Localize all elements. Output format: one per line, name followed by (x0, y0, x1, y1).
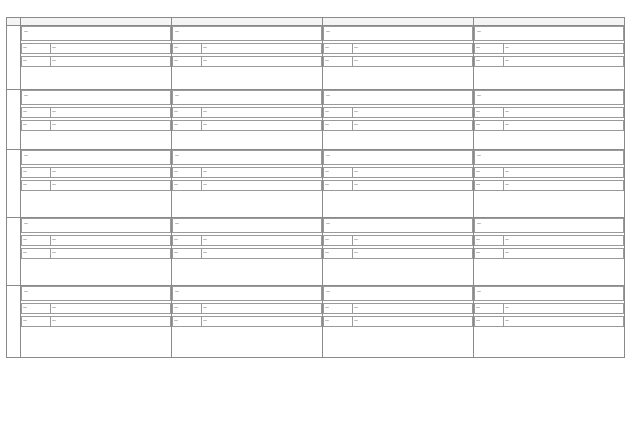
cell-subitem (474, 167, 624, 178)
cell-subitem (323, 167, 473, 178)
table-cell (21, 26, 172, 90)
row-label (7, 90, 21, 150)
cell-subitem-value: — (52, 250, 56, 255)
cell-subitem-value: — (505, 305, 509, 310)
cell-subitem (172, 180, 322, 191)
cell-subitem (172, 120, 322, 131)
cell-subitem-key: — (324, 181, 353, 190)
cell-lead-text: — (21, 286, 171, 301)
cell-subitem (21, 43, 171, 54)
cell-subitem-key: — (475, 317, 504, 326)
cell-lead-text: — (172, 286, 322, 301)
cell-lead-text: — (474, 90, 624, 105)
cell-subitem-value: — (505, 250, 509, 255)
cell-subitem-value: — (52, 318, 56, 323)
cell-subitem-key: — (22, 57, 51, 66)
cell-lead-text: — (172, 90, 322, 105)
cell-subitem-value: — (203, 182, 207, 187)
cell-subitem-value: — (505, 237, 509, 242)
cell-subitem-key: — (324, 57, 353, 66)
cell-subitem-key: — (173, 168, 202, 177)
table-cell (172, 26, 323, 90)
cell-subitem-key: — (22, 317, 51, 326)
cell-subitem-key: — (475, 44, 504, 53)
cell-subitem-value: — (354, 250, 358, 255)
cell-subitem (21, 167, 171, 178)
table-cell (172, 218, 323, 286)
cell-lead-text: — (323, 150, 473, 165)
cell-subitem-value: — (505, 58, 509, 63)
cell-subitem (323, 107, 473, 118)
table-cell (323, 90, 474, 150)
cell-subitem-value: — (354, 109, 358, 114)
cell-subitem-key: — (475, 57, 504, 66)
corner-cell (7, 18, 21, 26)
cell-subitem-key: — (324, 304, 353, 313)
table-cell (21, 218, 172, 286)
table-cell (474, 150, 625, 218)
cell-subitem (172, 56, 322, 67)
column-heading (474, 18, 625, 26)
cell-subitem-value: — (354, 318, 358, 323)
cell-subitem-value: — (52, 305, 56, 310)
cell-subitem (474, 180, 624, 191)
cell-subitem-value: — (203, 318, 207, 323)
cell-subitem-value: — (505, 318, 509, 323)
cell-lead-text: — (474, 150, 624, 165)
cell-lead-text: — (323, 90, 473, 105)
cell-subitem-key: — (173, 108, 202, 117)
cell-subitem (21, 235, 171, 246)
cell-subitem-value: — (203, 237, 207, 242)
cell-subitem-key: — (22, 181, 51, 190)
cell-subitem-value: — (354, 45, 358, 50)
table-cell (323, 26, 474, 90)
cell-subitem (21, 120, 171, 131)
cell-subitem (474, 316, 624, 327)
cell-subitem-key: — (22, 304, 51, 313)
cell-subitem-key: — (324, 168, 353, 177)
cell-subitem-value: — (52, 122, 56, 127)
cell-lead-text: — (323, 286, 473, 301)
cell-subitem-key: — (324, 108, 353, 117)
cell-subitem-value: — (203, 58, 207, 63)
cell-subitem (474, 43, 624, 54)
cell-subitem-value: — (52, 169, 56, 174)
cell-subitem (474, 248, 624, 259)
cell-subitem-key: — (475, 304, 504, 313)
cell-subitem (172, 303, 322, 314)
cell-subitem (474, 303, 624, 314)
cell-subitem (21, 303, 171, 314)
cell-subitem-value: — (203, 45, 207, 50)
cell-subitem-value: — (505, 109, 509, 114)
table-cell (474, 218, 625, 286)
cell-subitem (474, 107, 624, 118)
cell-subitem (323, 316, 473, 327)
row-label (7, 26, 21, 90)
cell-subitem-value: — (505, 182, 509, 187)
cell-subitem-key: — (324, 249, 353, 258)
cell-subitem-key: — (173, 249, 202, 258)
cell-subitem-value: — (505, 169, 509, 174)
cell-subitem-key: — (22, 121, 51, 130)
cell-subitem (21, 316, 171, 327)
column-heading (323, 18, 474, 26)
cell-subitem (323, 303, 473, 314)
cell-subitem (172, 43, 322, 54)
cell-subitem-key: — (173, 304, 202, 313)
cell-subitem-key: — (324, 44, 353, 53)
cell-subitem-value: — (52, 182, 56, 187)
cell-subitem-value: — (52, 237, 56, 242)
cell-subitem-key: — (173, 44, 202, 53)
table-cell (474, 286, 625, 358)
cell-lead-text: — (21, 90, 171, 105)
row-label (7, 286, 21, 358)
cell-subitem (474, 56, 624, 67)
cell-subitem-key: — (173, 181, 202, 190)
cell-subitem-value: — (52, 45, 56, 50)
cell-subitem (172, 248, 322, 259)
cell-subitem-value: — (354, 305, 358, 310)
cell-subitem-key: — (324, 121, 353, 130)
column-heading (21, 18, 172, 26)
cell-subitem (21, 180, 171, 191)
cell-lead-text: — (172, 26, 322, 41)
table-row (7, 26, 625, 90)
cell-subitem-key: — (475, 168, 504, 177)
cell-lead-text: — (474, 26, 624, 41)
table-cell (323, 150, 474, 218)
cell-subitem-value: — (203, 305, 207, 310)
table-cell (474, 26, 625, 90)
cell-subitem (172, 235, 322, 246)
cell-subitem-key: — (173, 121, 202, 130)
cell-lead-text: — (474, 218, 624, 233)
cell-subitem (172, 167, 322, 178)
table-cell (323, 218, 474, 286)
cell-subitem-key: — (22, 108, 51, 117)
assessment-table (6, 17, 625, 358)
table-cell (21, 286, 172, 358)
cell-subitem (474, 120, 624, 131)
cell-subitem-key: — (22, 249, 51, 258)
row-label (7, 218, 21, 286)
table-row (7, 286, 625, 358)
cell-subitem (21, 56, 171, 67)
cell-subitem-value: — (52, 58, 56, 63)
cell-subitem-value: — (203, 169, 207, 174)
cell-subitem-key: — (173, 317, 202, 326)
cell-lead-text: — (21, 26, 171, 41)
cell-lead-text: — (323, 26, 473, 41)
cell-lead-text: — (21, 150, 171, 165)
cell-subitem (21, 248, 171, 259)
cell-subitem-key: — (475, 249, 504, 258)
cell-lead-text: — (172, 218, 322, 233)
cell-subitem-key: — (22, 168, 51, 177)
header-row (7, 18, 625, 26)
cell-subitem-key: — (475, 181, 504, 190)
cell-subitem-value: — (354, 169, 358, 174)
cell-subitem-value: — (354, 58, 358, 63)
table-row (7, 150, 625, 218)
cell-subitem-value: — (203, 250, 207, 255)
cell-subitem-value: — (354, 237, 358, 242)
cell-subitem-key: — (173, 236, 202, 245)
table-row (7, 90, 625, 150)
table-cell (474, 90, 625, 150)
cell-subitem-value: — (505, 122, 509, 127)
table-cell (21, 90, 172, 150)
cell-subitem (172, 316, 322, 327)
cell-subitem-value: — (203, 109, 207, 114)
cell-subitem (474, 235, 624, 246)
cell-subitem (323, 248, 473, 259)
cell-subitem (323, 235, 473, 246)
table-cell (172, 150, 323, 218)
cell-subitem-value: — (354, 122, 358, 127)
table-row (7, 218, 625, 286)
table-cell (172, 90, 323, 150)
cell-subitem (323, 56, 473, 67)
cell-lead-text: — (172, 150, 322, 165)
table-cell (172, 286, 323, 358)
cell-subitem-key: — (22, 236, 51, 245)
cell-subitem (323, 180, 473, 191)
cell-subitem (21, 107, 171, 118)
cell-subitem-value: — (505, 45, 509, 50)
cell-subitem-value: — (52, 109, 56, 114)
cell-subitem-value: — (203, 122, 207, 127)
cell-lead-text: — (323, 218, 473, 233)
table-cell (323, 286, 474, 358)
column-heading (172, 18, 323, 26)
cell-subitem-key: — (475, 108, 504, 117)
cell-subitem-key: — (22, 44, 51, 53)
cell-subitem (323, 43, 473, 54)
cell-subitem-value: — (354, 182, 358, 187)
cell-lead-text: — (474, 286, 624, 301)
cell-subitem-key: — (173, 57, 202, 66)
table-cell (21, 150, 172, 218)
cell-subitem (323, 120, 473, 131)
cell-subitem-key: — (475, 236, 504, 245)
cell-lead-text: — (21, 218, 171, 233)
row-label (7, 150, 21, 218)
cell-subitem-key: — (475, 121, 504, 130)
cell-subitem-key: — (324, 236, 353, 245)
cell-subitem (172, 107, 322, 118)
cell-subitem-key: — (324, 317, 353, 326)
